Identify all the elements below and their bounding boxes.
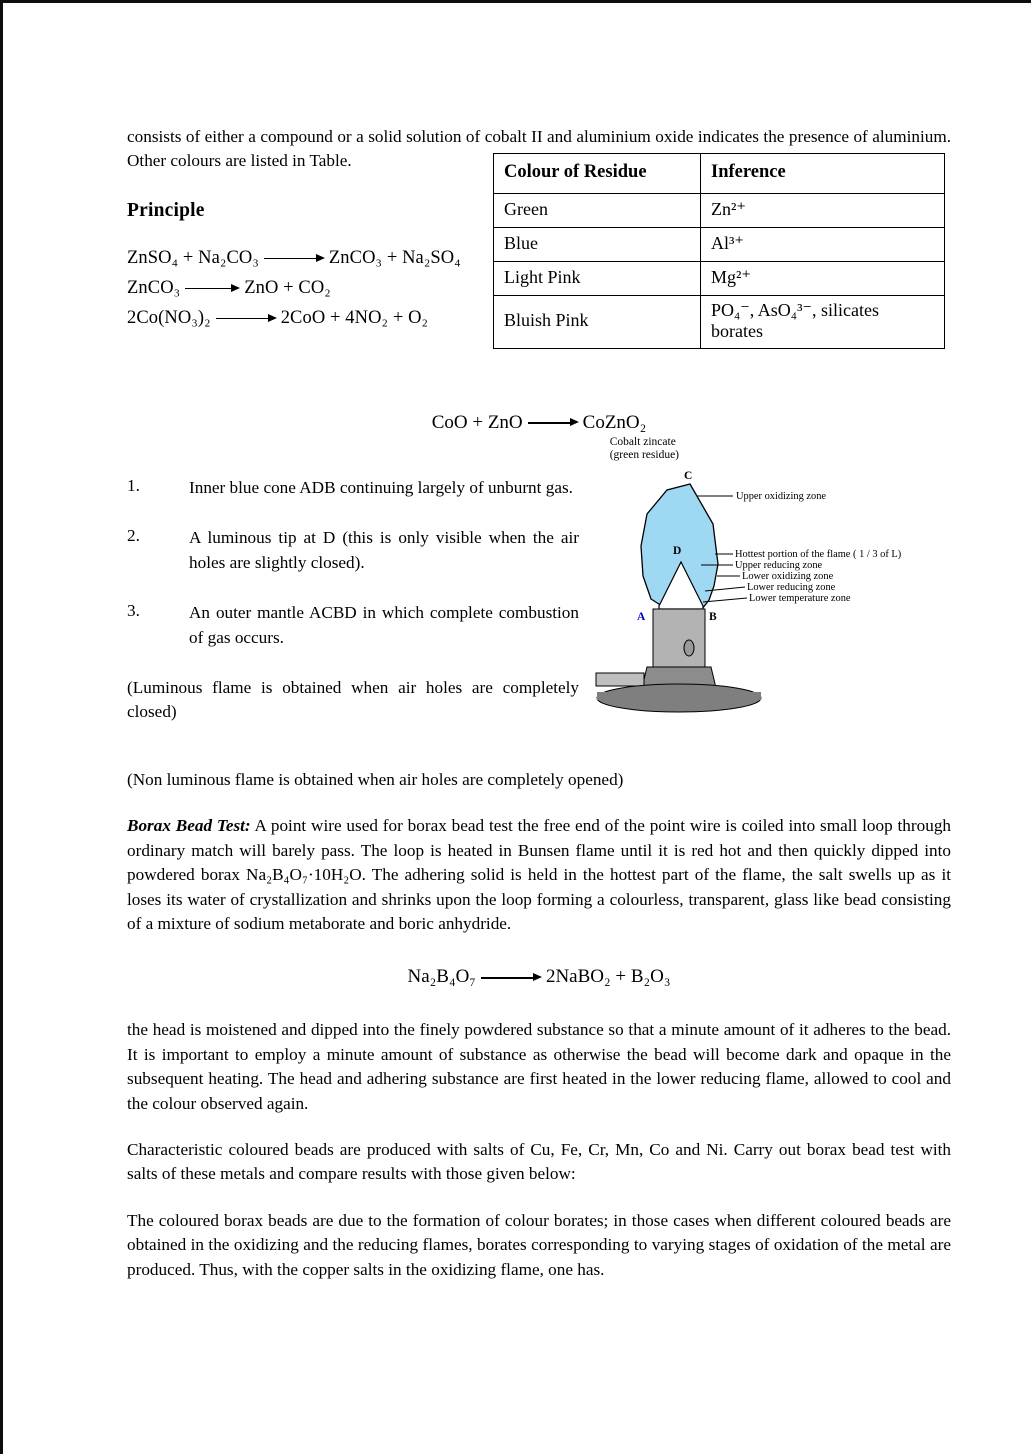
cell-inference: Al³⁺ — [701, 227, 945, 261]
equation-lhs: CoO + ZnO — [431, 411, 523, 433]
equation-lhs: Na₂B₄O₇ — [407, 966, 476, 988]
principle-heading: Principle — [127, 199, 205, 221]
zone-label-lower-oxidizing: Lower oxidizing zone — [742, 570, 834, 582]
zone-label-lower-reducing: Lower reducing zone — [747, 581, 836, 593]
cell-inference: Mg²⁺ — [701, 261, 945, 295]
residue-inference-table — [493, 153, 945, 349]
page-content — [127, 125, 951, 1282]
table-row — [494, 227, 945, 261]
list-item-number: 1. — [127, 475, 140, 495]
equation-rhs: 2NaBO₂ + B₂O₃ — [545, 966, 671, 988]
cobalt-zincate-equation-block — [127, 411, 951, 462]
closing-paragraph-2: Characteristic coloured beads are produced with salts of Cu, Fe, Cr, Mn, Co and Ni. Carry out borax bead test with salts of these metals and compare results with those given below: — [127, 1140, 951, 1184]
principle-and-table-band — [127, 161, 951, 376]
cell-colour: Blue — [494, 227, 701, 261]
point-label-c: C — [684, 469, 693, 482]
list-item — [127, 476, 579, 500]
column-header-colour: Colour of Residue — [494, 153, 701, 193]
bunsen-burner-diagram — [585, 466, 955, 734]
cell-colour: Light Pink — [494, 261, 701, 295]
reaction-arrow-icon — [185, 284, 239, 294]
burner-barrel — [653, 609, 705, 667]
cell-colour: Green — [494, 193, 701, 227]
table-row — [494, 295, 945, 348]
reaction-arrow-icon — [528, 418, 578, 428]
equation-rhs: ZnCO₃ + Na₂SO₄ — [328, 247, 461, 268]
equation-rhs: ZnO + CO₂ — [244, 277, 331, 298]
zone-label-lower-temperature: Lower temperature zone — [749, 592, 851, 604]
zone-label-upper-oxidizing: Upper oxidizing zone — [736, 490, 827, 502]
point-label-a: A — [637, 610, 646, 623]
intro-paragraph: consists of either a compound or a solid solution of cobalt II and aluminium oxide indicates the presence of aluminium. Other colours are listed in Table. — [127, 127, 951, 171]
bunsen-burner-figure — [585, 466, 955, 734]
reaction-arrow-icon — [216, 314, 276, 324]
equation-zinc-carbonate — [127, 278, 497, 299]
borax-bead-test-body: A point wire used for borax bead test the free end of the point wire is coiled into small loop through ordinary match will barely pass. The loop is heated in Bunsen flame until it is red hot and then quickly dipped into powdered borax Na₂B₄O₇·10H₂O. The adhering solid is held in the hottest part of the flame, the salt swells up as it loses its water of crystallization and shrinks upon the loop forming a colourless, transparent, glass like bead consisting of a mixture of sodium metaborate and boric anhydride. — [127, 816, 952, 933]
list-item-text: A luminous tip at D (this is only visible when the air holes are slightly closed). — [189, 528, 579, 572]
point-label-b: B — [709, 610, 717, 623]
list-item-text: Inner blue cone ADB continuing largely of unburnt gas. — [189, 477, 573, 497]
list-item — [127, 526, 579, 575]
equation-rhs: 2CoO + 4NO₂ + O₂ — [280, 307, 429, 328]
equation-zinc-sulfate — [127, 248, 497, 269]
column-header-inference: Inference — [701, 153, 945, 193]
list-item-text: An outer mantle ACBD in which complete combustion of gas occurs. — [189, 603, 579, 647]
equation-rhs: CoZnO₂ — [582, 411, 647, 433]
reaction-arrow-icon — [264, 254, 324, 264]
table-row — [494, 261, 945, 295]
equation-lhs: ZnSO₄ + Na₂CO₃ — [127, 247, 259, 268]
equation-lhs: ZnCO₃ — [127, 277, 181, 298]
list-item-number: 2. — [127, 526, 140, 546]
burner-base-top — [597, 692, 761, 700]
borax-decomposition-equation — [127, 966, 951, 988]
equation-caption — [610, 436, 679, 463]
closing-paragraph-3: The coloured borax beads are due to the formation of colour borates; in those cases when different coloured beads are obtained in the oxidizing and the reducing flames, borates corresponding to varying stages of oxidation of the metal are produced. Thus, with the copper salts in the oxidizing flame, one has. — [127, 1210, 951, 1279]
air-hole-icon — [684, 640, 694, 656]
caption-line-2: (green residue) — [609, 449, 679, 462]
equation-lhs: 2Co(NO₃)₂ — [127, 307, 211, 328]
flame-zones-list — [127, 476, 579, 725]
gas-inlet-tube — [596, 673, 644, 686]
point-label-d: D — [673, 544, 682, 557]
zone-label-upper-reducing: Upper reducing zone — [735, 559, 823, 571]
flame-zones-and-figure — [127, 469, 951, 746]
table-row — [494, 193, 945, 227]
note-luminous-flame: (Luminous flame is obtained when air holes are completely closed) — [127, 677, 579, 722]
borax-bead-test-paragraph — [127, 814, 951, 936]
cobalt-zincate-equation — [431, 411, 679, 462]
principle-column — [127, 200, 497, 329]
note-non-luminous-flame: (Non luminous flame is obtained when air holes are completely opened) — [127, 769, 624, 789]
equation-cobalt-nitrate — [127, 308, 497, 329]
borax-bead-test-label: Borax Bead Test: — [127, 816, 251, 836]
list-item-number: 3. — [127, 601, 140, 621]
list-item — [127, 601, 579, 650]
caption-line-1: Cobalt zincate — [609, 435, 676, 448]
cell-inference: PO₄⁻, AsO₄³⁻, silicates borates — [701, 295, 945, 348]
cell-inference: Zn²⁺ — [701, 193, 945, 227]
cell-colour: Bluish Pink — [494, 295, 701, 348]
reaction-arrow-icon — [481, 973, 541, 983]
table-header-row — [494, 153, 945, 193]
closing-paragraph-1: the head is moistened and dipped into the finely powdered substance so that a minute amount of it adheres to the bead. It is important to employ a minute amount of substance as otherwise the bead will become dark and opaque in the subsequent heating. The head and adhering substance are first heated in the lower reducing flame, allowed to cool and the colour observed again. — [127, 1020, 951, 1113]
zone-label-hottest-portion: Hottest portion of the flame ( 1 / 3 of L) — [735, 548, 902, 560]
